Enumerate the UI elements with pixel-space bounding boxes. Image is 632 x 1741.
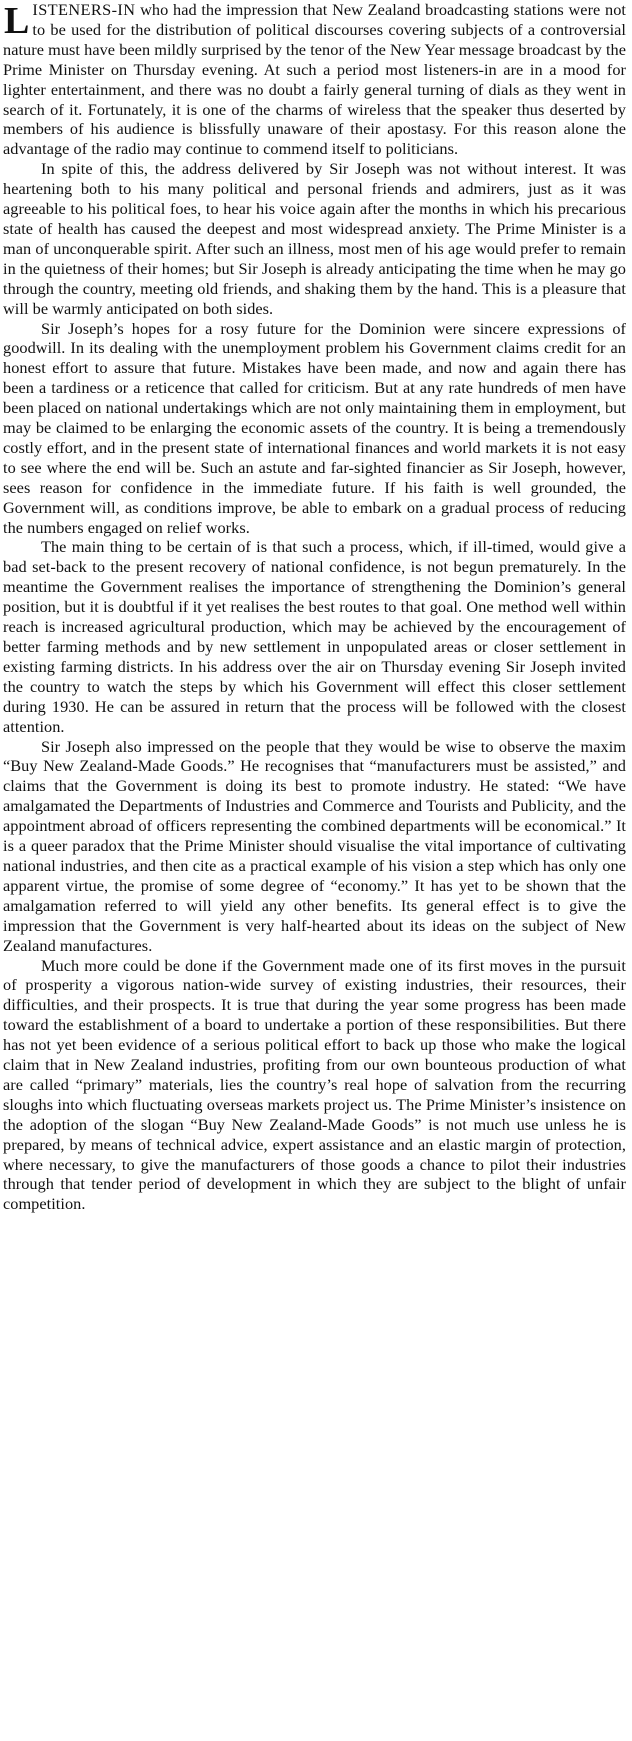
paragraph-5: Sir Joseph also impressed on the people that they would be wise to observe the maxim “Buy New Zealand-Made Goods.” He recognises that “manufacturers must be assisted,” and claims that the Government is doing its best to promote industry. He stated: “We have amalgamated the Departments of Industries and Commerce and Tourists and Publicity, and the appointment abroad of officers representing the combined departments will be economical.” It is a queer paradox that the Prime Minister should visualise the vital importance of cultivating national industries, and then cite as a practical example of his vision a step which has only one apparent virtue, the promise of some degree of “economy.” It has yet to be shown that the amalgamation referred to will yield any other benefits. Its general effect is to give the impression that the Government is very half-hearted about its ideas on the subject of New Zealand manufactures. [3, 736, 626, 955]
paragraph-1-text: who had the impression that New Zealand broadcasting stations were not to be used for the distribution of political discourses covering subjects of a controversial nature must have been mildly surprised by the tenor of the New Year message broadcast by the Prime Minister on Thursday evening. At such a period most listeners-in are in a mood for lighter entertainment, and there was no doubt a fairly general turning of dials as they went in search of it. Fortunately, it is one of the charms of wireless that the speaker thus deserted by members of his audience is blissfully unaware of their apostasy. For this reason alone the advantage of the radio may continue to commend itself to politicians. [3, 0, 626, 159]
paragraph-2: In spite of this, the address delivered by Sir Joseph was not without interest. It was heartening both to his many political and personal friends and admirers, just as it was agreeable to his political foes, to hear his voice again after the months in which his precarious state of health has caused the deepest and most widespread anxiety. The Prime Minister is a man of unconquerable spirit. After such an illness, most men of his age would prefer to remain in the quietness of their homes; but Sir Joseph is already anticipating the time when he may go through the country, meeting old friends, and shaking them by the hand. This is a pleasure that will be warmly anticipated on both sides. [3, 159, 626, 318]
paragraph-6: Much more could be done if the Government made one of its first moves in the pursuit of prosperity a vigorous nation-wide survey of existing industries, their resources, their difficulties, and their prospects. It is true that during the year some progress has been made toward the establishment of a board to undertake a portion of these responsibilities. But there has not yet been evidence of a serious political effort to back up those who make the logical claim that in New Zealand industries, profiting from our own bounteous production of what are called “primary” materials, lies the country’s real hope of salvation from the recurring sloughs into which fluctuating overseas markets project us. The Prime Minister’s insistence on the adoption of the slogan “Buy New Zealand-Made Goods” is not much use unless he is prepared, by means of technical advice, expert assistance and an elastic margin of protection, where necessary, to give the manufacturers of those goods a chance to pilot their industries through that tender period of development in which they are subject to the blight of unfair competition. [3, 955, 626, 1214]
paragraph-3: Sir Joseph’s hopes for a rosy future for the Dominion were sincere expressions of goodwill. In its dealing with the unemployment problem his Government claims credit for an honest effort to assure that future. Mistakes have been made, and now and again there has been a tardiness or a reticence that called for criticism. But at any rate hundreds of men have been placed on national undertakings which are not only maintaining them in employment, but may be claimed to be enlarging the economic assets of the country. It is being a tremendously costly effort, and in the present state of international finances and world markets it is not easy to see where the end will be. Such an astute and far-sighted financier as Sir Joseph, however, sees reason for confidence in the immediate future. If his faith is well grounded, the Government will, as conditions improve, be able to embark on a gradual process of reducing the numbers engaged on relief works. [3, 318, 626, 537]
paragraph-1 [3, 0, 626, 159]
paragraph-4: The main thing to be certain of is that such a process, which, if ill-timed, would give a bad set-back to the present recovery of national confidence, is not begun prematurely. In the meantime the Government realises the importance of strengthening the Dominion’s general position, but it is doubtful if it yet realises the best routes to that goal. One method well within reach is increased agricultural production, which may be achieved by the encouragement of better farming methods and by new settlement in unpopulated areas or closer settlement in existing farming districts. In his address over the air on Thursday evening Sir Joseph invited the country to watch the steps by which his Government will effect this closer settlement during 1930. He can be assured in return that the process will be followed with the closest attention. [3, 537, 626, 736]
drop-cap: L [4, 0, 30, 42]
lead-caps: ISTENERS-IN [32, 0, 136, 19]
